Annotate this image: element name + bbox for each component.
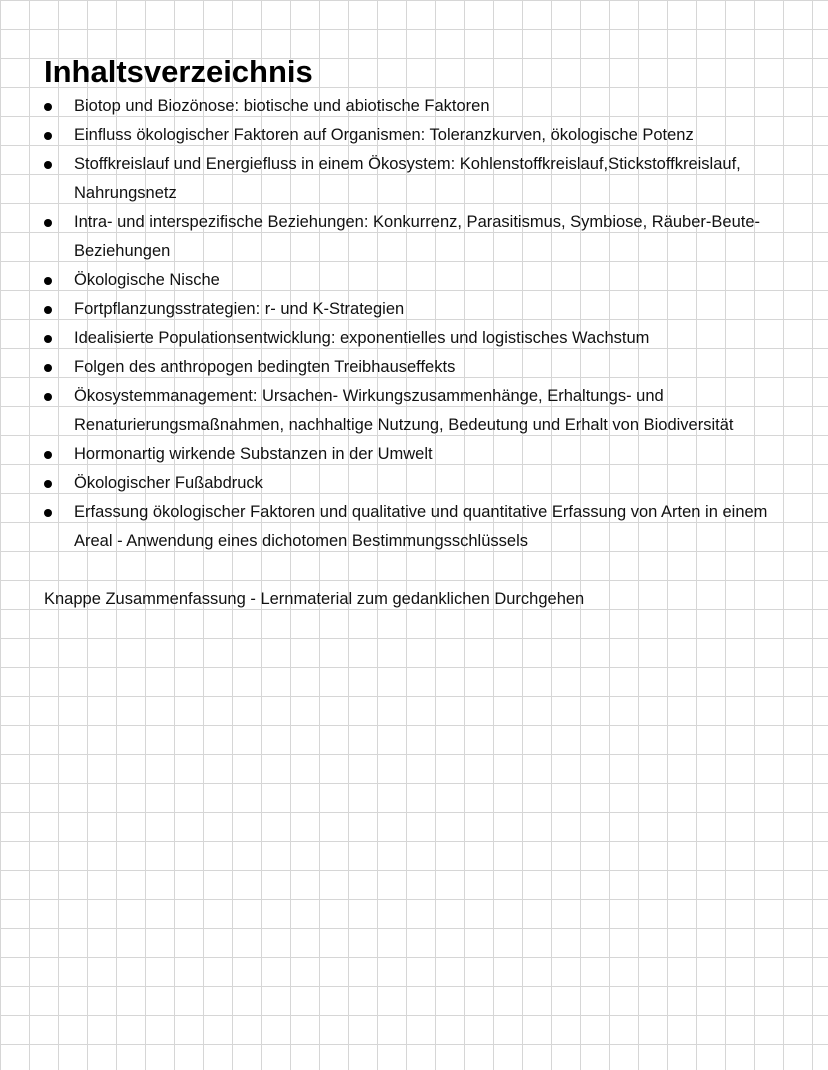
document-page (44, 52, 804, 631)
bullet-icon (44, 451, 52, 459)
bullet-icon (44, 364, 52, 372)
toc-item (44, 266, 804, 295)
toc-item-text: Hormonartig wirkende Substanzen in der Umwelt (74, 445, 433, 463)
summary-text: Knappe Zusammenfassung - Lernmaterial zum gedanklichen Durchgehen (44, 590, 585, 608)
bullet-icon (44, 335, 52, 343)
toc-item-text: Biotop und Biozönose: biotische und abiotische Faktoren (74, 97, 490, 115)
page-title: Inhaltsverzeichnis (44, 54, 313, 89)
bullet-icon (44, 132, 52, 140)
bullet-icon (44, 219, 52, 227)
toc-item-text: Intra- und interspezifische Beziehungen: Konkurrenz, Parasitismus, Symbiose, Räuber-Beute- Beziehungen (74, 213, 761, 260)
toc-item-text: Fortpflanzungsstrategien: r- und K-Strategien (74, 300, 405, 318)
table-of-contents (44, 92, 804, 556)
toc-item-text: Ökologische Nische (74, 271, 220, 289)
bullet-icon (44, 277, 52, 285)
bullet-icon (44, 161, 52, 169)
bullet-icon (44, 509, 52, 517)
toc-item (44, 353, 804, 382)
toc-item (44, 498, 804, 556)
toc-item-text: Ökosystemmanagement: Ursachen- Wirkungszusammenhänge, Erhaltungs- und Renaturierungsmaßnahmen, nachhaltige Nutzung, Bedeutung und Erhalt von Biodiversität (74, 387, 734, 434)
toc-item-text: Idealisierte Populationsentwicklung: exponentielles und logistisches Wachstum (74, 329, 650, 347)
toc-item-text: Folgen des anthropogen bedingten Treibhauseffekts (74, 358, 456, 376)
bullet-icon (44, 393, 52, 401)
toc-item-text: Stoffkreislauf und Energiefluss in einem Ökosystem: Kohlenstoffkreislauf,Stickstoffkreislauf, Nahrungsnetz (74, 155, 741, 202)
toc-item-text: Einfluss ökologischer Faktoren auf Organismen: Toleranzkurven, ökologische Potenz (74, 126, 694, 144)
bullet-icon (44, 103, 52, 111)
toc-item (44, 92, 804, 121)
toc-item (44, 295, 804, 324)
toc-item (44, 121, 804, 150)
toc-item (44, 469, 804, 498)
toc-item-text: Erfassung ökologischer Faktoren und qualitative und quantitative Erfassung von Arten in einem Areal - Anwendung eines dichotomen Bestimmungsschlüssels (74, 503, 768, 550)
bullet-icon (44, 480, 52, 488)
toc-item (44, 324, 804, 353)
toc-item (44, 382, 804, 440)
toc-item (44, 440, 804, 469)
toc-item (44, 208, 804, 266)
bullet-icon (44, 306, 52, 314)
toc-item (44, 150, 804, 208)
toc-item-text: Ökologischer Fußabdruck (74, 474, 263, 492)
